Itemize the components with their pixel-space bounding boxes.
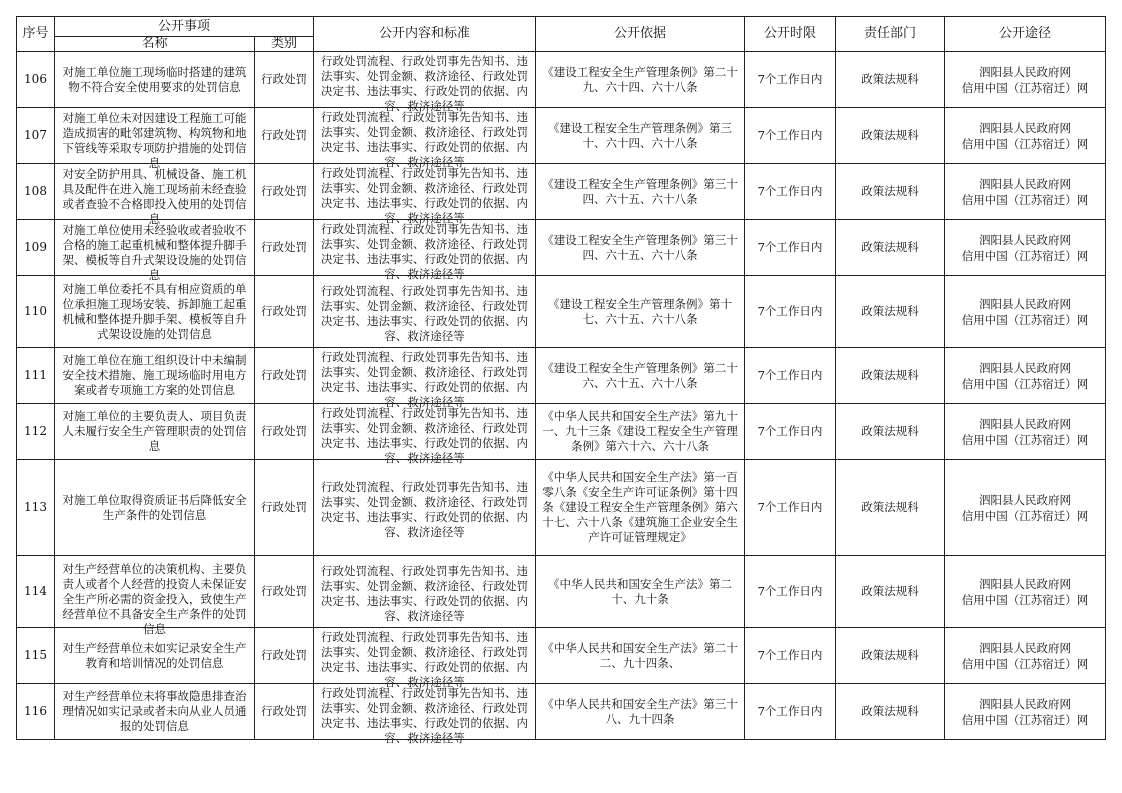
- row-basis: 《建设工程安全生产管理条例》第三十、六十四、六十八条: [548, 120, 733, 150]
- row-name-cell: [55, 52, 255, 108]
- row-channel-1: 泗阳县人民政府网: [979, 416, 1072, 431]
- row-basis-cell: [536, 404, 745, 460]
- row-channel-1: 泗阳县人民政府网: [979, 360, 1072, 375]
- row-category: 行政处罚: [261, 368, 307, 382]
- table-row: [17, 460, 1106, 556]
- row-basis-cell: [536, 556, 745, 628]
- row-name: 对施工单位未对因建设工程施工可能造成损害的毗邻建筑物、构筑物和地下管线等采取专项防护措施的处罚信息: [62, 110, 247, 170]
- row-category-cell: [255, 404, 314, 460]
- row-time-limit-cell: [745, 460, 836, 556]
- row-name: 对施工单位的主要负责人、项目负责人未履行安全生产管理职责的处罚信息: [62, 409, 247, 453]
- row-basis: 《中华人民共和国安全生产法》第九十一、九十三条《建设工程安全生产管理条例》第六十六、六十八条: [542, 409, 738, 453]
- row-channel-cell: [945, 276, 1106, 348]
- row-department-cell: [836, 684, 945, 740]
- row-basis: 《建设工程安全生产管理条例》第十七、六十五、六十八条: [548, 296, 733, 326]
- row-time-limit: 7个工作日内: [757, 648, 823, 662]
- row-time-limit-cell: [745, 628, 836, 684]
- row-time-limit-cell: [745, 556, 836, 628]
- row-department: 政策法规科: [861, 128, 919, 142]
- row-seq-cell: [17, 684, 55, 740]
- table-row: [17, 404, 1106, 460]
- row-time-limit: 7个工作日内: [757, 72, 823, 86]
- row-basis-cell: [536, 684, 745, 740]
- row-content-cell: [314, 628, 536, 689]
- row-channel-2: 信用中国（江苏宿迁）网: [961, 592, 1089, 607]
- row-content: 行政处罚流程、行政处罚事先告知书、违法事实、处罚金额、救济途径、行政处罚决定书、违法事实、行政处罚的依据、内容、救济途径等: [321, 283, 529, 343]
- row-department: 政策法规科: [861, 72, 919, 86]
- row-content-cell: [314, 684, 536, 745]
- row-basis: 《建设工程安全生产管理条例》第三十四、六十五、六十八条: [542, 232, 738, 262]
- row-channel-1: 泗阳县人民政府网: [979, 232, 1072, 247]
- row-department-cell: [836, 460, 945, 556]
- row-content-cell: [314, 108, 536, 169]
- row-time-limit-cell: [745, 220, 836, 276]
- row-name-cell: [55, 220, 255, 282]
- header-seq: 序号: [17, 17, 55, 52]
- row-channel-2: 信用中国（江苏宿迁）网: [961, 136, 1089, 151]
- row-channel-2: 信用中国（江苏宿迁）网: [961, 80, 1089, 95]
- row-content-cell: [314, 164, 536, 225]
- row-seq-cell: [17, 556, 55, 628]
- row-name: 对施工单位使用未经验收或者验收不合格的施工起重机械和整体提升脚手架、模板等自升式架设设施的处罚信息: [62, 222, 247, 282]
- row-basis: 《建设工程安全生产管理条例》第二十九、六十四、六十八条: [542, 64, 738, 94]
- row-name: 对安全防护用具、机械设备、施工机具及配件在进入施工现场前未经查验或者查验不合格即投入使用的处罚信息: [62, 166, 247, 226]
- row-time-limit: 7个工作日内: [757, 500, 823, 514]
- row-category: 行政处罚: [261, 128, 307, 142]
- row-channel-cell: [945, 404, 1106, 460]
- row-content: 行政处罚流程、行政处罚事先告知书、违法事实、处罚金额、救济途径、行政处罚决定书、违法事实、行政处罚的依据、内容、救济途径等: [321, 109, 529, 169]
- row-category: 行政处罚: [261, 72, 307, 86]
- row-department-cell: [836, 52, 945, 108]
- row-name-cell: [55, 404, 255, 460]
- row-channel-1: 泗阳县人民政府网: [979, 640, 1072, 655]
- row-name-cell: [55, 348, 255, 404]
- row-channel-cell: [945, 52, 1106, 108]
- row-content: 行政处罚流程、行政处罚事先告知书、违法事实、处罚金额、救济途径、行政处罚决定书、违法事实、行政处罚的依据、内容、救济途径等: [321, 349, 529, 409]
- row-basis-cell: [536, 52, 745, 108]
- row-seq-cell: [17, 460, 55, 556]
- row-content-cell: [314, 276, 536, 348]
- row-seq-cell: [17, 348, 55, 404]
- row-category-cell: [255, 276, 314, 348]
- row-basis-cell: [536, 220, 745, 276]
- row-department: 政策法规科: [861, 304, 919, 318]
- row-category-cell: [255, 220, 314, 276]
- row-channel-1: 泗阳县人民政府网: [979, 576, 1072, 591]
- table-row: [17, 108, 1106, 164]
- row-channel-cell: [945, 164, 1106, 220]
- row-channel-2: 信用中国（江苏宿迁）网: [961, 248, 1089, 263]
- row-content-cell: [314, 460, 536, 556]
- table-header: [17, 17, 1106, 52]
- row-channel-cell: [945, 460, 1106, 556]
- row-department: 政策法规科: [861, 584, 919, 598]
- row-name: 对生产经营单位未将事故隐患排查治理情况如实记录或者未向从业人员通报的处罚信息: [62, 689, 247, 733]
- row-name: 对施工单位在施工组织设计中未编制安全技术措施、施工现场临时用电方案或者专项施工方案的处罚信息: [62, 353, 247, 397]
- row-content: 行政处罚流程、行政处罚事先告知书、违法事实、处罚金额、救济途径、行政处罚决定书、违法事实、行政处罚的依据、内容、救济途径等: [321, 165, 529, 225]
- row-basis-cell: [536, 164, 745, 220]
- row-channel-1: 泗阳县人民政府网: [979, 176, 1072, 191]
- header-content: 公开内容和标准: [314, 17, 536, 52]
- row-name: 对生产经营单位未如实记录安全生产教育和培训情况的处罚信息: [62, 640, 247, 670]
- row-name-cell: [55, 164, 255, 226]
- row-basis-cell: [536, 628, 745, 684]
- row-seq-cell: [17, 404, 55, 460]
- row-category: 行政处罚: [261, 648, 307, 662]
- row-name-cell: [55, 108, 255, 170]
- row-name: 对生产经营单位的决策机构、主要负责人或者个人经营的投资人未保证安全生产所必需的资金投入，致使生产经营单位不具备安全生产条件的处罚信息: [62, 561, 247, 636]
- row-content: 行政处罚流程、行政处罚事先告知书、违法事实、处罚金额、救济途径、行政处罚决定书、违法事实、行政处罚的依据、内容、救济途径等: [321, 479, 529, 539]
- row-channel-2: 信用中国（江苏宿迁）网: [961, 376, 1089, 391]
- row-name: 对施工单位取得资质证书后降低安全生产条件的处罚信息: [62, 492, 247, 522]
- row-seq-cell: [17, 628, 55, 684]
- table-row: [17, 684, 1106, 740]
- row-seq: 112: [24, 424, 47, 438]
- row-category-cell: [255, 348, 314, 404]
- row-category: 行政处罚: [261, 500, 307, 514]
- row-time-limit: 7个工作日内: [757, 368, 823, 382]
- row-time-limit: 7个工作日内: [757, 128, 823, 142]
- row-basis: 《中华人民共和国安全生产法》第三十八、九十四条: [542, 696, 738, 726]
- row-name-cell: [55, 556, 255, 636]
- row-category-cell: [255, 108, 314, 164]
- table-row: [17, 348, 1106, 404]
- row-basis: 《中华人民共和国安全生产法》第一百零八条《安全生产许可证条例》第十四条《建设工程安全生产管理条例》第六十七、六十八条《建筑施工企业安全生产许可证管理规定》: [542, 470, 738, 544]
- row-seq-cell: [17, 276, 55, 348]
- row-department-cell: [836, 556, 945, 628]
- row-category: 行政处罚: [261, 240, 307, 254]
- row-seq: 106: [24, 72, 47, 86]
- row-category: 行政处罚: [261, 184, 307, 198]
- row-time-limit-cell: [745, 348, 836, 404]
- row-basis: 《建设工程安全生产管理条例》第三十四、六十五、六十八条: [542, 176, 738, 206]
- row-seq: 111: [24, 368, 47, 382]
- row-channel-1: 泗阳县人民政府网: [979, 492, 1072, 507]
- header-channel: 公开途径: [945, 17, 1106, 52]
- row-category: 行政处罚: [261, 704, 307, 718]
- row-time-limit: 7个工作日内: [757, 424, 823, 438]
- row-seq: 114: [24, 584, 47, 598]
- row-time-limit-cell: [745, 164, 836, 220]
- row-time-limit-cell: [745, 404, 836, 460]
- disclosure-table: [16, 16, 1106, 745]
- row-seq: 115: [24, 648, 47, 662]
- row-name-cell: [55, 460, 255, 556]
- row-department: 政策法规科: [861, 424, 919, 438]
- row-basis-cell: [536, 348, 745, 404]
- header-name: 名称: [55, 37, 255, 52]
- row-name: 对施工单位委托不具有相应资质的单位承担施工现场安装、拆卸施工起重机械和整体提升脚手架、模板等自升式架设设施的处罚信息: [62, 281, 247, 341]
- row-category-cell: [255, 628, 314, 684]
- row-category-cell: [255, 460, 314, 556]
- row-name-cell: [55, 684, 255, 740]
- header-time-limit: 公开时限: [745, 17, 836, 52]
- row-seq: 116: [24, 704, 47, 718]
- table-row: [17, 628, 1106, 684]
- row-seq: 110: [24, 304, 47, 318]
- row-content: 行政处罚流程、行政处罚事先告知书、违法事实、处罚金额、救济途径、行政处罚决定书、违法事实、行政处罚的依据、内容、救济途径等: [321, 405, 529, 465]
- row-department: 政策法规科: [861, 368, 919, 382]
- row-content-cell: [314, 404, 536, 465]
- row-department: 政策法规科: [861, 500, 919, 514]
- header-department: 责任部门: [836, 17, 945, 52]
- row-department-cell: [836, 164, 945, 220]
- table-row: [17, 556, 1106, 628]
- row-seq-cell: [17, 220, 55, 276]
- row-time-limit: 7个工作日内: [757, 240, 823, 254]
- row-seq-cell: [17, 164, 55, 220]
- row-seq-cell: [17, 52, 55, 108]
- row-channel-cell: [945, 556, 1106, 628]
- row-department-cell: [836, 276, 945, 348]
- row-channel-cell: [945, 628, 1106, 684]
- row-channel-2: 信用中国（江苏宿迁）网: [961, 192, 1089, 207]
- row-category-cell: [255, 164, 314, 220]
- row-seq: 109: [24, 240, 47, 254]
- row-channel-1: 泗阳县人民政府网: [979, 296, 1072, 311]
- row-department-cell: [836, 628, 945, 684]
- row-category-cell: [255, 556, 314, 628]
- table-row: [17, 276, 1106, 348]
- row-time-limit-cell: [745, 52, 836, 108]
- row-content: 行政处罚流程、行政处罚事先告知书、违法事实、处罚金额、救济途径、行政处罚决定书、违法事实、行政处罚的依据、内容、救济途径等: [321, 53, 529, 113]
- row-channel-2: 信用中国（江苏宿迁）网: [961, 712, 1089, 727]
- row-channel-cell: [945, 684, 1106, 740]
- row-basis: 《中华人民共和国安全生产法》第二十二、九十四条、: [542, 640, 738, 670]
- row-department: 政策法规科: [861, 184, 919, 198]
- row-channel-cell: [945, 348, 1106, 404]
- row-time-limit: 7个工作日内: [757, 584, 823, 598]
- row-department-cell: [836, 404, 945, 460]
- row-channel-1: 泗阳县人民政府网: [979, 64, 1072, 79]
- row-department-cell: [836, 220, 945, 276]
- row-content: 行政处罚流程、行政处罚事先告知书、违法事实、处罚金额、救济途径、行政处罚决定书、违法事实、行政处罚的依据、内容、救济途径等: [321, 221, 529, 281]
- row-name-cell: [55, 276, 255, 348]
- row-channel-1: 泗阳县人民政府网: [979, 120, 1072, 135]
- row-department: 政策法规科: [861, 648, 919, 662]
- row-content: 行政处罚流程、行政处罚事先告知书、违法事实、处罚金额、救济途径、行政处罚决定书、违法事实、行政处罚的依据、内容、救济途径等: [321, 629, 529, 689]
- row-time-limit: 7个工作日内: [757, 704, 823, 718]
- table-row: [17, 220, 1106, 276]
- row-basis-cell: [536, 108, 745, 164]
- row-content-cell: [314, 52, 536, 113]
- row-seq-cell: [17, 108, 55, 164]
- row-channel-cell: [945, 220, 1106, 276]
- row-seq: 107: [24, 128, 47, 142]
- row-category: 行政处罚: [261, 304, 307, 318]
- header-item-group: 公开事项: [55, 17, 314, 37]
- row-channel-2: 信用中国（江苏宿迁）网: [961, 508, 1089, 523]
- row-basis: 《建设工程安全生产管理条例》第二十六、六十五、六十八条: [542, 360, 738, 390]
- row-time-limit-cell: [745, 684, 836, 740]
- header-category: 类别: [255, 37, 314, 52]
- row-category: 行政处罚: [261, 424, 307, 438]
- row-seq: 113: [24, 500, 47, 514]
- row-content-cell: [314, 348, 536, 409]
- row-channel-2: 信用中国（江苏宿迁）网: [961, 656, 1089, 671]
- row-channel-2: 信用中国（江苏宿迁）网: [961, 312, 1089, 327]
- row-category: 行政处罚: [261, 584, 307, 598]
- table-body: [17, 52, 1106, 745]
- row-channel-2: 信用中国（江苏宿迁）网: [961, 432, 1089, 447]
- row-department-cell: [836, 108, 945, 164]
- header-basis: 公开依据: [536, 17, 745, 52]
- row-content-cell: [314, 556, 536, 628]
- row-basis-cell: [536, 460, 745, 556]
- row-time-limit: 7个工作日内: [757, 304, 823, 318]
- row-department-cell: [836, 348, 945, 404]
- row-department: 政策法规科: [861, 240, 919, 254]
- row-content-cell: [314, 220, 536, 281]
- row-department: 政策法规科: [861, 704, 919, 718]
- row-content: 行政处罚流程、行政处罚事先告知书、违法事实、处罚金额、救济途径、行政处罚决定书、违法事实、行政处罚的依据、内容、救济途径等: [321, 685, 529, 745]
- row-seq: 108: [24, 184, 47, 198]
- row-name: 对施工单位施工现场临时搭建的建筑物不符合安全使用要求的处罚信息: [62, 64, 247, 94]
- row-basis-cell: [536, 276, 745, 348]
- row-category-cell: [255, 684, 314, 740]
- row-basis: 《中华人民共和国安全生产法》第二十、九十条: [548, 576, 733, 606]
- row-content: 行政处罚流程、行政处罚事先告知书、违法事实、处罚金额、救济途径、行政处罚决定书、违法事实、行政处罚的依据、内容、救济途径等: [321, 563, 529, 623]
- row-time-limit-cell: [745, 276, 836, 348]
- table-row: [17, 164, 1106, 220]
- row-time-limit-cell: [745, 108, 836, 164]
- row-channel-1: 泗阳县人民政府网: [979, 696, 1072, 711]
- table-row: [17, 52, 1106, 108]
- row-category-cell: [255, 52, 314, 108]
- row-time-limit: 7个工作日内: [757, 184, 823, 198]
- row-channel-cell: [945, 108, 1106, 164]
